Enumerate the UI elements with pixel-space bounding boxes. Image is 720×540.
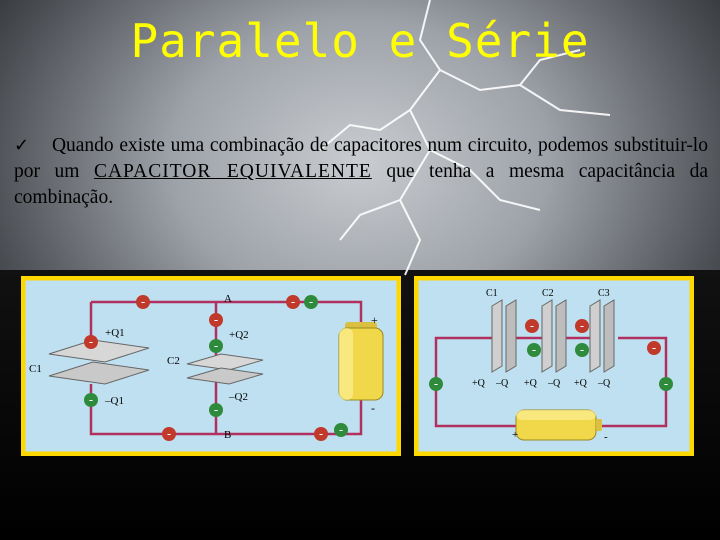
parallel-circuit-diagram bbox=[21, 276, 401, 456]
c3-label: C3 bbox=[598, 288, 610, 299]
battery bbox=[339, 322, 383, 400]
check-icon: ✓ bbox=[14, 135, 30, 156]
svg-text:-: - bbox=[531, 343, 537, 357]
q2-negative-label: –Q2 bbox=[229, 391, 248, 403]
svg-text:-: - bbox=[166, 427, 172, 441]
battery-negative-label: - bbox=[604, 431, 608, 443]
charge-label-2: –Q bbox=[496, 378, 509, 389]
q1-positive-label: +Q1 bbox=[105, 327, 125, 339]
bullet-text-start: Quando existe uma combinação de capacitores num circuito, podemos substituir-lo por um bbox=[14, 135, 708, 182]
svg-text:-: - bbox=[213, 313, 219, 327]
svg-text:-: - bbox=[663, 377, 669, 391]
battery-negative-label: - bbox=[371, 401, 375, 415]
battery-positive-label: + bbox=[512, 429, 519, 441]
node-b-label: B bbox=[224, 429, 232, 441]
battery bbox=[516, 410, 602, 440]
svg-text:-: - bbox=[318, 427, 324, 441]
charge-label-4: –Q bbox=[548, 378, 561, 389]
q2-positive-label: +Q2 bbox=[229, 329, 249, 341]
equivalent-capacitor-term: CAPACITOR EQUIVALENTE bbox=[93, 161, 372, 182]
charge-label-6: –Q bbox=[598, 378, 611, 389]
charge-label-1: +Q bbox=[472, 378, 485, 389]
c2-label: C2 bbox=[167, 355, 180, 367]
charge-label-5: +Q bbox=[574, 378, 587, 389]
slide-title: Paralelo e Série bbox=[130, 14, 590, 68]
node-a-label: A bbox=[224, 293, 232, 305]
bullet-paragraph bbox=[14, 133, 708, 211]
svg-text:-: - bbox=[579, 343, 585, 357]
svg-text:-: - bbox=[308, 295, 314, 309]
svg-text:-: - bbox=[433, 377, 439, 391]
q1-negative-label: –Q1 bbox=[105, 395, 124, 407]
svg-text:-: - bbox=[213, 403, 219, 417]
svg-text:-: - bbox=[529, 319, 535, 333]
svg-text:-: - bbox=[213, 339, 219, 353]
svg-text:-: - bbox=[140, 295, 146, 309]
svg-text:-: - bbox=[651, 341, 657, 355]
svg-text:-: - bbox=[88, 335, 94, 349]
c1-label: C1 bbox=[486, 288, 498, 299]
bullet-text-end: que tenha a mesma capacitância da combinação. bbox=[14, 161, 709, 208]
c1-label: C1 bbox=[29, 363, 42, 375]
series-circuit-diagram bbox=[414, 276, 694, 456]
svg-text:-: - bbox=[290, 295, 296, 309]
battery-positive-label: + bbox=[371, 313, 378, 327]
svg-text:-: - bbox=[579, 319, 585, 333]
svg-text:-: - bbox=[88, 393, 94, 407]
svg-text:-: - bbox=[338, 423, 344, 437]
charge-label-3: +Q bbox=[524, 378, 537, 389]
c2-label: C2 bbox=[542, 288, 554, 299]
